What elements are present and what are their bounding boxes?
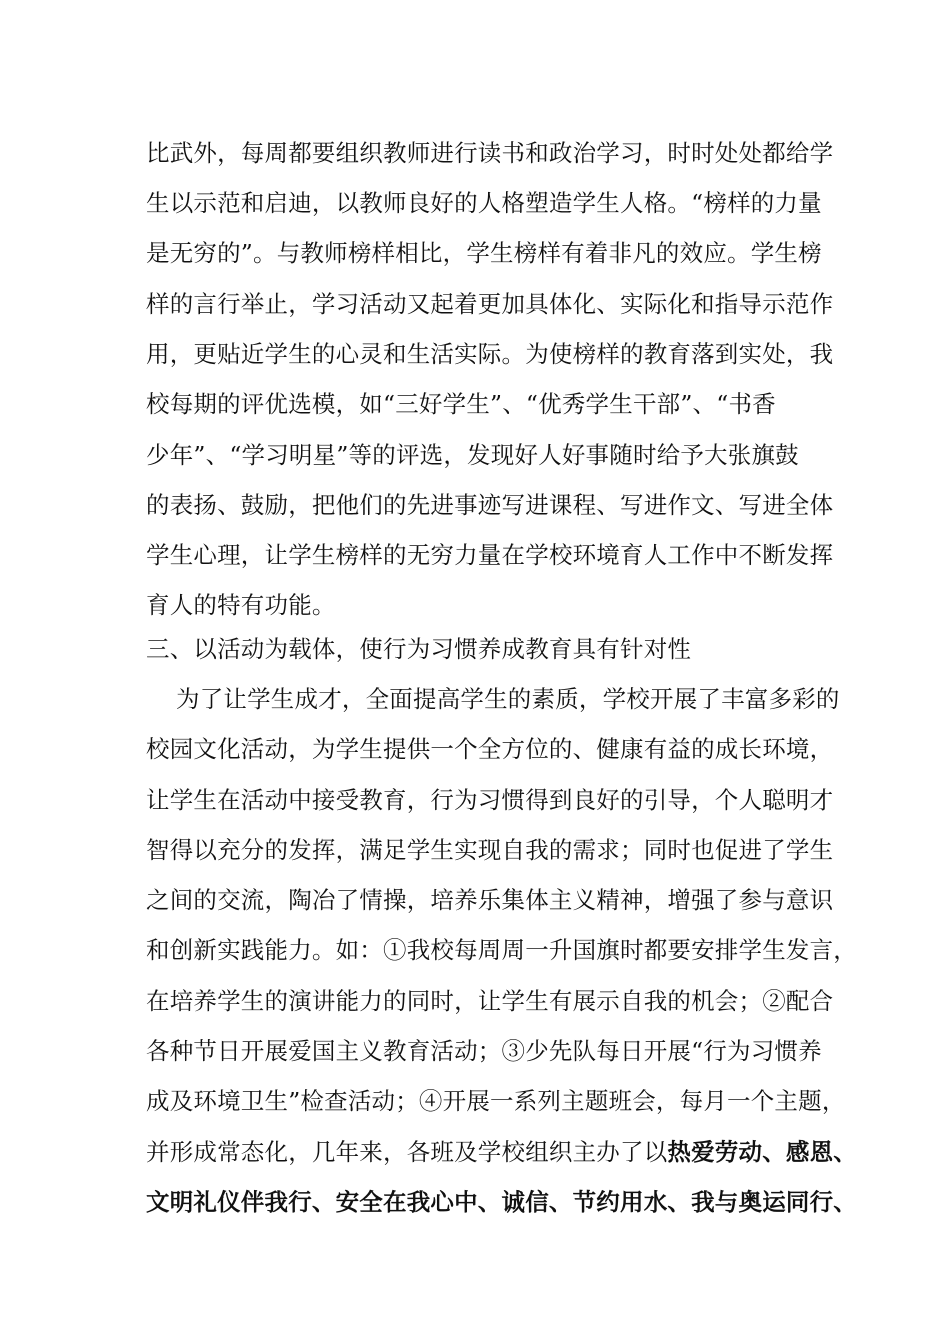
paragraph-text: 并形成常态化，几年来，各班及学校组织主办了以: [146, 1138, 668, 1166]
paragraph-line: 让学生在活动中接受教育，行为习惯得到良好的引导，个人聪明才: [146, 786, 834, 814]
paragraph-line: 成及环境卫生”检查活动；④开展一系列主题班会，每月一个主题，: [146, 1087, 846, 1115]
body-text-line: 是无穷的”。与教师榜样相比，学生榜样有着非凡的效应。学生榜: [146, 239, 822, 267]
section-heading: 三、以活动为载体，使行为习惯养成教育具有针对性: [146, 635, 692, 663]
paragraph-line: 在培养学生的演讲能力的同时，让学生有展示自我的机会；②配合: [146, 987, 834, 1015]
paragraph-line: 为了让学生成才，全面提高学生的素质，学校开展了丰富多彩的: [176, 685, 840, 713]
paragraph-line: 校园文化活动，为学生提供一个全方位的、健康有益的成长环境，: [146, 735, 834, 763]
body-text-line: 用，更贴近学生的心灵和生活实际。为使榜样的教育落到实处，我: [146, 340, 834, 368]
body-text-line: 样的言行举止，学习活动又起着更加具体化、实际化和指导示范作: [146, 290, 834, 318]
body-text-line: 的表扬、鼓励，把他们的先进事迹写进课程、写进作文、写进全体: [146, 491, 834, 519]
body-text-line: 学生心理，让学生榜样的无穷力量在学校环境育人工作中不断发挥: [146, 541, 834, 569]
body-text-line: 校每期的评优选模，如“三好学生”、“优秀学生干部”、“书香: [146, 390, 776, 418]
body-text-line: 比武外，每周都要组织教师进行读书和政治学习，时时处处都给学: [146, 139, 834, 167]
bold-activity-list: 文明礼仪伴我行、安全在我心中、诚信、节约用水、我与奥运同行、: [146, 1188, 857, 1216]
paragraph-line-mixed: [146, 1137, 857, 1167]
paragraph-line: 和创新实践能力。如：①我校每周周一升国旗时都要安排学生发言，: [146, 936, 857, 964]
paragraph-line: 之间的交流，陶冶了情操，培养乐集体主义精神，增强了参与意识: [146, 886, 834, 914]
paragraph-line: 智得以充分的发挥，满足学生实现自我的需求；同时也促进了学生: [146, 836, 834, 864]
body-text-line: 生以示范和启迪，以教师良好的人格塑造学生人格。“榜样的力量: [146, 189, 822, 217]
body-text-line: 育人的特有功能。: [146, 591, 336, 619]
body-text-line: 少年”、“学习明星”等的评选，发现好人好事随时给予大张旗鼓: [146, 441, 799, 469]
bold-activity-list: 热爱劳动、感恩、: [667, 1138, 858, 1166]
paragraph-line: 各种节日开展爱国主义教育活动；③少先队每日开展“行为习惯养: [146, 1037, 822, 1065]
